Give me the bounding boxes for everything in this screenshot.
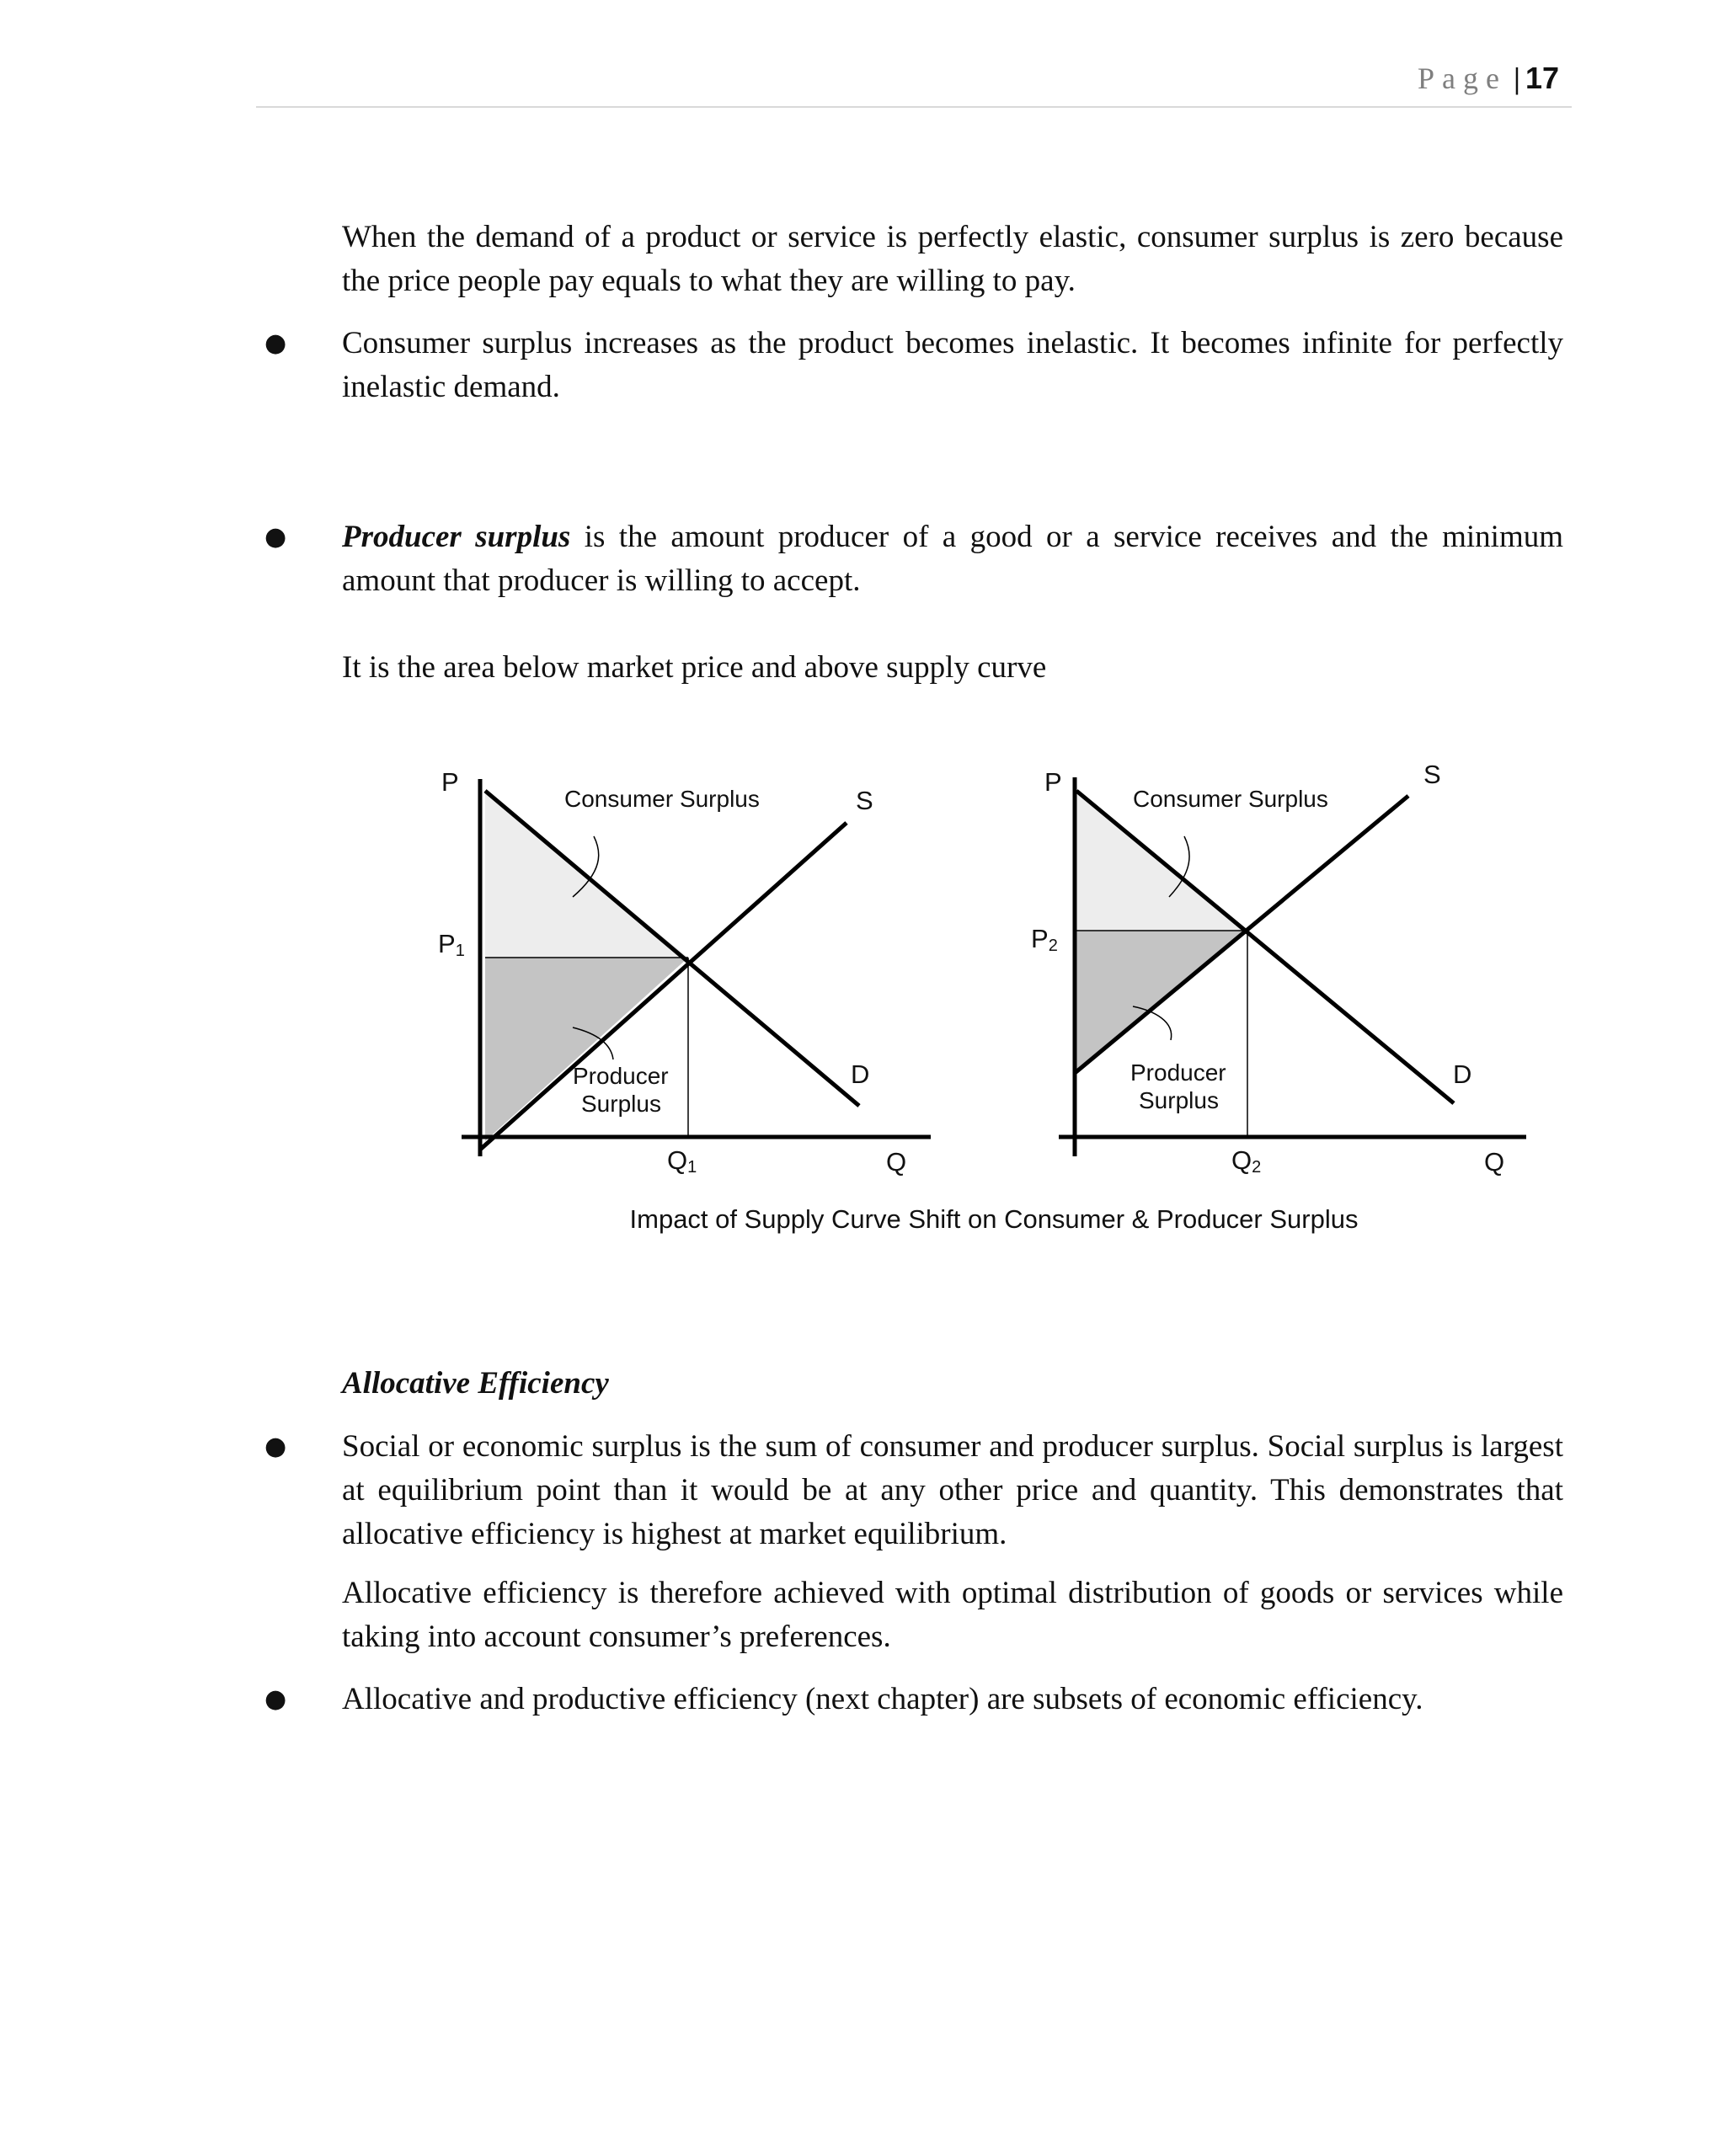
right-consumer-surplus-label: Consumer Surplus	[1133, 786, 1328, 812]
right-quantity-label: Q2	[1231, 1145, 1262, 1177]
figure-caption: Impact of Supply Curve Shift on Consumer & Producer Surplus	[629, 1204, 1359, 1234]
surplus-diagrams	[421, 754, 1567, 1192]
page-number: 17	[1525, 61, 1559, 95]
left-price-label: P1	[438, 929, 465, 960]
paragraph-inelastic: Consumer surplus increases as the product becomes inelastic. It becomes infinite for perfectly inelastic demand.	[342, 326, 1563, 404]
right-producer-label-2: Surplus	[1139, 1087, 1219, 1113]
page-separator: |	[1514, 61, 1520, 95]
term-producer-surplus: Producer surplus	[342, 520, 571, 554]
producer-surplus-definition: is the amount producer of a good or a service receives and the minimum amount that producer is willing to accept.	[342, 520, 1563, 598]
left-supply-label: S	[856, 786, 873, 815]
right-y-axis-label: P	[1044, 767, 1062, 797]
left-diagram	[438, 767, 931, 1177]
left-quantity-label: Q1	[667, 1145, 697, 1177]
right-diagram	[1031, 760, 1526, 1177]
right-producer-label-1: Producer	[1130, 1059, 1226, 1086]
bullet-icon: ●	[264, 328, 287, 358]
left-x-axis-label: Q	[886, 1147, 907, 1177]
right-x-axis-label: Q	[1484, 1147, 1505, 1177]
bullet-icon: ●	[264, 1684, 287, 1714]
bullet-icon: ●	[264, 522, 287, 552]
bullet-icon: ●	[264, 1432, 287, 1461]
paragraph-elastic: When the demand of a product or service is perfectly elastic, consumer surplus is zero because the price people pay equals to what they are willing to pay.	[342, 220, 1563, 298]
right-demand-label: D	[1453, 1059, 1472, 1089]
paragraph-social-surplus: Social or economic surplus is the sum of consumer and producer surplus. Social surplus is largest at equilibrium point than it would be at any other price and quantity. This demonstrates that allocative efficiency is highest at market equilibrium.	[342, 1429, 1563, 1551]
right-supply-label: S	[1423, 760, 1441, 789]
left-producer-label-2: Surplus	[581, 1091, 661, 1117]
page-header	[1418, 61, 1559, 96]
left-consumer-surplus-label: Consumer Surplus	[564, 786, 760, 812]
left-producer-label-1: Producer	[573, 1063, 669, 1089]
paragraph-efficiency-subsets: Allocative and productive efficiency (next chapter) are subsets of economic efficiency.	[342, 1682, 1423, 1716]
paragraph-allocative: Allocative efficiency is therefore achieved with optimal distribution of goods or services while taking into account consumer’s preferences.	[342, 1576, 1563, 1654]
header-divider	[256, 106, 1572, 108]
left-demand-label: D	[851, 1059, 870, 1089]
surplus-figure	[421, 754, 1567, 1251]
paragraph-area: It is the area below market price and above supply curve	[342, 650, 1047, 685]
left-y-axis-label: P	[441, 767, 459, 797]
paragraph-producer-surplus	[342, 515, 1563, 603]
section-heading: Allocative Efficiency	[342, 1366, 609, 1401]
page-label: Page	[1418, 61, 1508, 95]
right-price-label: P2	[1031, 924, 1058, 955]
